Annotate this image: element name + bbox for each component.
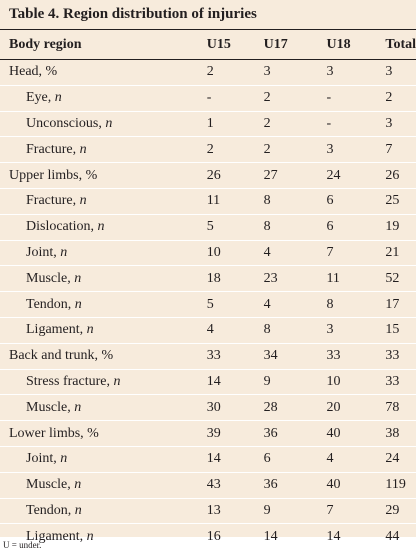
table-row-subcategory xyxy=(0,498,416,524)
cell-total: 38 xyxy=(385,421,416,447)
row-label-text: Muscle, xyxy=(26,399,75,415)
cell-u15: 2 xyxy=(207,60,264,86)
row-unit-label: n xyxy=(79,193,87,209)
cell-u18: 4 xyxy=(326,446,385,472)
cell-total: 3 xyxy=(385,60,416,86)
row-label xyxy=(0,395,207,421)
row-label xyxy=(0,472,207,498)
cell-u15: 13 xyxy=(207,498,264,524)
row-label xyxy=(0,343,207,369)
table-row-subcategory xyxy=(0,395,416,421)
table-row-subcategory xyxy=(0,111,416,137)
row-label xyxy=(0,446,207,472)
row-label xyxy=(0,188,207,214)
row-unit-label: n xyxy=(97,219,105,235)
header-total: Total xyxy=(385,30,416,60)
cell-u18: 40 xyxy=(326,421,385,447)
cell-u17: 2 xyxy=(264,137,327,163)
cell-u15: 5 xyxy=(207,292,264,318)
cell-u15: 11 xyxy=(207,188,264,214)
cell-u15: 33 xyxy=(207,343,264,369)
table-row-subcategory xyxy=(0,85,416,111)
row-unit-label: n xyxy=(74,477,82,493)
row-unit-label: n xyxy=(74,270,82,286)
cell-u17: 3 xyxy=(264,60,327,86)
cell-u17: 14 xyxy=(263,528,278,544)
table-row-region xyxy=(0,421,416,447)
table-row-subcategory xyxy=(0,240,416,266)
cell-total: 19 xyxy=(385,214,416,240)
cell-u15: 1 xyxy=(207,111,264,137)
cell-u17: 9 xyxy=(264,369,327,395)
table-row-subcategory xyxy=(0,472,416,498)
row-label xyxy=(0,369,207,395)
cell-u15: 26 xyxy=(207,163,264,189)
row-unit-label: n xyxy=(79,141,87,157)
row-label-text: Fracture, xyxy=(26,141,80,157)
cell-u15: 43 xyxy=(207,472,264,498)
header-body-region: Body region xyxy=(0,30,207,60)
row-label xyxy=(0,137,207,163)
cell-total: 33 xyxy=(385,343,416,369)
table-row-subcategory xyxy=(0,524,416,549)
cell-u17: 2 xyxy=(264,111,327,137)
row-label-text: Back and trunk, % xyxy=(9,348,114,364)
cell-u18: 14 xyxy=(326,528,341,544)
cell-u17: 8 xyxy=(264,214,327,240)
table-row-subcategory xyxy=(0,292,416,318)
cell-u18: 8 xyxy=(326,292,385,318)
row-unit-label: n xyxy=(86,322,94,338)
table-row-region xyxy=(0,163,416,189)
cell-u18: 6 xyxy=(326,188,385,214)
table-row-subcategory xyxy=(0,188,416,214)
table-row-subcategory xyxy=(0,369,416,395)
table-row-region xyxy=(0,343,416,369)
table-caption: Table 4. Region distribution of injuries xyxy=(0,0,416,30)
row-label xyxy=(0,60,207,86)
row-unit-label: n xyxy=(74,399,82,415)
cell-u15: 16 xyxy=(206,528,221,544)
cell-u18: - xyxy=(326,111,385,137)
row-label-text: Eye, xyxy=(26,90,55,106)
row-label-text: Ligament, xyxy=(26,528,87,544)
row-unit-label: n xyxy=(74,502,82,518)
cell-u18: - xyxy=(326,85,385,111)
row-label-text: Fracture, xyxy=(26,193,80,209)
table-footnote: U = under. xyxy=(3,540,42,550)
table-row-region xyxy=(0,60,416,86)
row-label xyxy=(0,111,207,137)
row-label-text: Head, % xyxy=(9,64,58,80)
cell-total: 21 xyxy=(385,240,416,266)
row-label-text: Lower limbs, % xyxy=(9,425,99,441)
table-row-subcategory xyxy=(0,137,416,163)
header-row xyxy=(0,30,416,60)
cell-u18: 6 xyxy=(326,214,385,240)
row-label xyxy=(0,317,207,343)
cell-u17: 4 xyxy=(264,240,327,266)
cell-u17: 34 xyxy=(264,343,327,369)
cell-total: 2 xyxy=(385,85,416,111)
cell-u18: 3 xyxy=(326,317,385,343)
table-body xyxy=(0,60,416,550)
row-label xyxy=(0,240,207,266)
cell-u17: 6 xyxy=(264,446,327,472)
header-u17: U17 xyxy=(264,30,327,60)
cell-u17: 8 xyxy=(264,317,327,343)
cell-total: 78 xyxy=(385,395,416,421)
cell-total: 44 xyxy=(385,528,400,544)
row-label-text: Ligament, xyxy=(26,322,87,338)
cell-total: 29 xyxy=(385,498,416,524)
injury-region-table xyxy=(0,30,416,549)
cell-total: 33 xyxy=(385,369,416,395)
cell-u18: 3 xyxy=(326,137,385,163)
row-label xyxy=(0,498,207,524)
cell-u18: 10 xyxy=(326,369,385,395)
table-row-subcategory xyxy=(0,214,416,240)
cell-u17: 9 xyxy=(264,498,327,524)
cell-u18: 3 xyxy=(326,60,385,86)
row-label xyxy=(0,214,207,240)
cell-u18: 7 xyxy=(326,498,385,524)
cell-u17: 36 xyxy=(264,421,327,447)
cell-u18: 24 xyxy=(326,163,385,189)
table-header xyxy=(0,30,416,60)
row-unit-label: n xyxy=(74,296,82,312)
cell-total: 7 xyxy=(385,137,416,163)
cell-u18: 20 xyxy=(326,395,385,421)
cell-total: 26 xyxy=(385,163,416,189)
cell-u17: 36 xyxy=(264,472,327,498)
cell-u18: 11 xyxy=(326,266,385,292)
cell-u17: 4 xyxy=(264,292,327,318)
row-label-text: Joint, xyxy=(26,244,61,260)
row-label xyxy=(0,266,207,292)
row-label-text: Tendon, xyxy=(26,502,75,518)
row-unit-label: n xyxy=(86,528,94,544)
cell-u15: 14 xyxy=(207,446,264,472)
row-unit-label: n xyxy=(54,90,62,106)
row-label xyxy=(0,292,207,318)
cell-total: 24 xyxy=(385,446,416,472)
row-label-text: Muscle, xyxy=(26,270,75,286)
cell-u17: 28 xyxy=(264,395,327,421)
table-row-subcategory xyxy=(0,446,416,472)
cell-u15: 10 xyxy=(207,240,264,266)
row-label-text: Stress fracture, xyxy=(26,373,114,389)
row-label-text: Tendon, xyxy=(26,296,75,312)
cell-u15: 2 xyxy=(207,137,264,163)
cell-total: 25 xyxy=(385,188,416,214)
row-label-text: Upper limbs, % xyxy=(9,167,98,183)
cell-total: 52 xyxy=(385,266,416,292)
table-row-subcategory xyxy=(0,317,416,343)
table-row-subcategory xyxy=(0,266,416,292)
row-label-text: Muscle, xyxy=(26,477,75,493)
row-unit-label: n xyxy=(60,244,68,260)
cell-u17: 27 xyxy=(264,163,327,189)
cell-u15: 39 xyxy=(207,421,264,447)
cell-u15: 14 xyxy=(207,369,264,395)
row-label-text: Joint, xyxy=(26,451,61,467)
row-label-text: Unconscious, xyxy=(26,115,106,131)
row-label xyxy=(0,85,207,111)
cell-u18: 40 xyxy=(326,472,385,498)
cell-u18: 33 xyxy=(326,343,385,369)
header-u18: U18 xyxy=(326,30,385,60)
cell-total: 15 xyxy=(385,317,416,343)
row-label xyxy=(0,421,207,447)
row-label-text: Dislocation, xyxy=(26,219,98,235)
cell-u15: 18 xyxy=(207,266,264,292)
cell-u15: 30 xyxy=(207,395,264,421)
cell-u17: 23 xyxy=(264,266,327,292)
cell-u18: 7 xyxy=(326,240,385,266)
cell-total: 17 xyxy=(385,292,416,318)
row-unit-label: n xyxy=(113,373,121,389)
cell-total: 119 xyxy=(385,472,416,498)
row-unit-label: n xyxy=(60,451,68,467)
cell-u15: 5 xyxy=(207,214,264,240)
header-u15: U15 xyxy=(207,30,264,60)
cell-u17: 8 xyxy=(264,188,327,214)
cell-total: 3 xyxy=(385,111,416,137)
cell-u15: - xyxy=(207,85,264,111)
row-unit-label: n xyxy=(105,115,113,131)
cell-u15: 4 xyxy=(207,317,264,343)
cell-u17: 2 xyxy=(264,85,327,111)
row-label xyxy=(0,163,207,189)
